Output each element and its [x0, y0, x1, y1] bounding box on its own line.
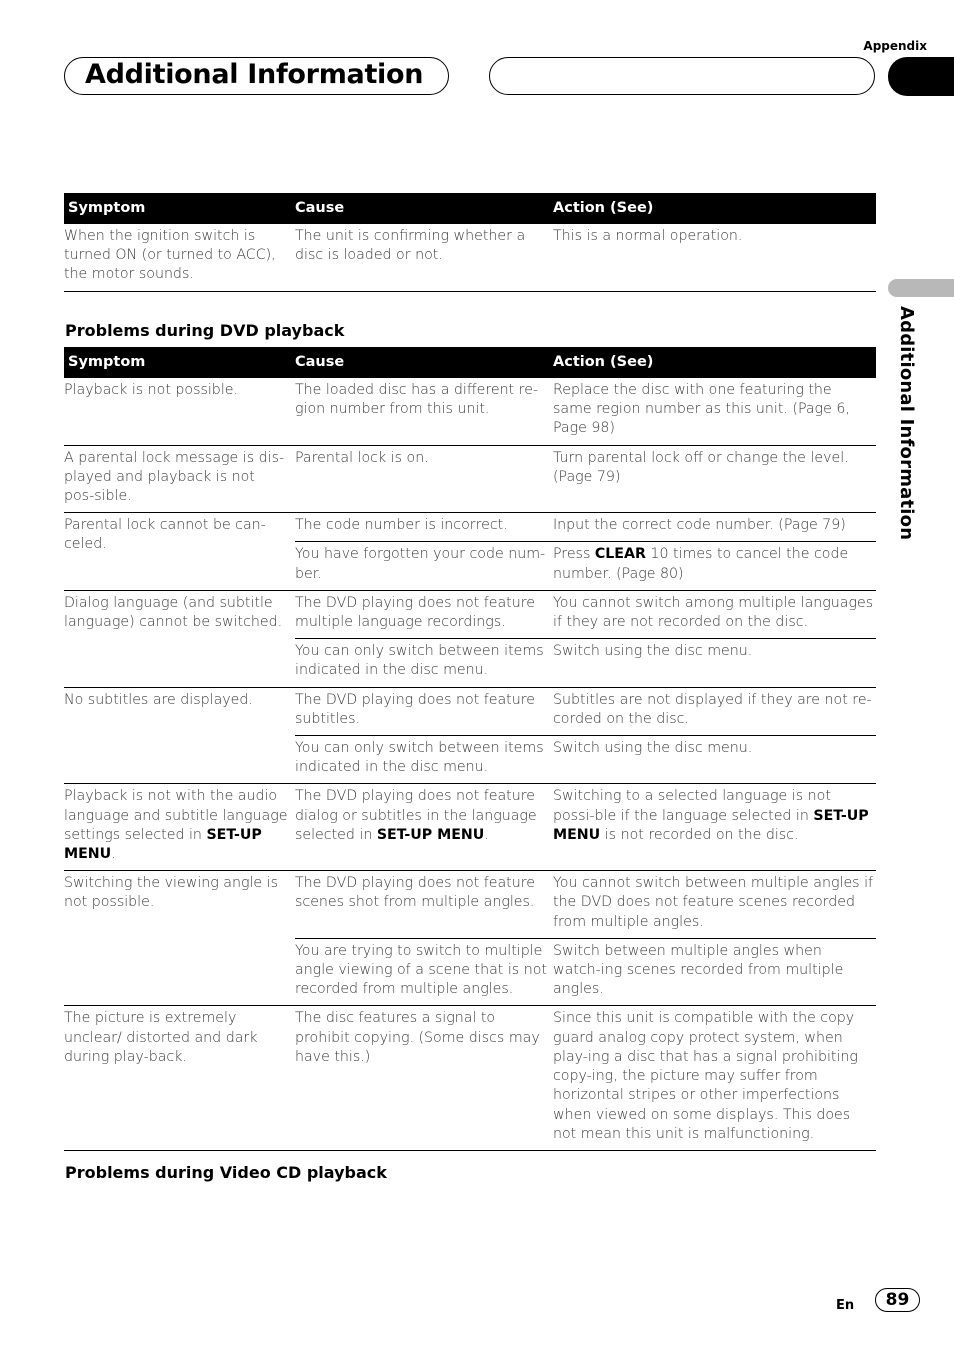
action-text: is not recorded on the disc. [600, 826, 799, 843]
symptom-table-dvd [64, 347, 876, 1151]
table-row [64, 784, 876, 871]
table-row [64, 513, 876, 542]
table-row [64, 871, 876, 939]
action-cell [553, 784, 876, 871]
action-cell: Switch using the disc menu. [553, 639, 876, 687]
cause-cell: The DVD playing does not feature multiple language recordings. [295, 590, 553, 638]
title-pill [64, 57, 449, 95]
symptom-cell [64, 784, 295, 871]
action-text: Switching to a selected language is not possi-ble if the language selected in [553, 788, 831, 824]
action-cell: Replace the disc with one featuring the same region number as this unit. (Page 6, Page 98) [553, 378, 876, 445]
table-row [64, 590, 876, 638]
action-cell: Turn parental lock off or change the level. (Page 79) [553, 445, 876, 513]
action-cell: Switch between multiple angles when watch-ing scenes recorded from multiple angles. [553, 938, 876, 1006]
action-text: Press [553, 546, 595, 563]
action-text: 10 times to cancel the code number. (Page 80) [553, 546, 849, 582]
symptom-text: Playback is not with the audio language and subtitle language settings selected in [64, 788, 288, 843]
symptom-text: . [111, 846, 116, 863]
action-cell: Input the correct code number. (Page 79) [553, 513, 876, 542]
cause-cell: The DVD playing does not feature subtitles. [295, 687, 553, 735]
action-cell: Switch using the disc menu. [553, 736, 876, 784]
symptom-cell: Switching the viewing angle is not possible. [64, 871, 295, 1006]
setup-menu-label: SET-UP MENU [64, 826, 262, 863]
header-right-pill [489, 57, 875, 95]
header-symptom: Symptom [64, 193, 295, 224]
cause-cell: The disc features a signal to prohibit copying. (Some discs may have this.) [295, 1006, 553, 1150]
cause-cell: The loaded disc has a different re-gion number from this unit. [295, 378, 553, 445]
page-number: 89 [875, 1288, 920, 1312]
symptom-table-top [64, 193, 876, 292]
cause-text: The DVD playing does not feature dialog or subtitles in the language selected in [295, 788, 537, 843]
header-action: Action (See) [553, 193, 876, 224]
cause-text: . [484, 826, 489, 843]
action-cell: This is a normal operation. [553, 224, 876, 291]
page-title: Additional Information [85, 59, 424, 90]
table-row [64, 1006, 876, 1150]
cause-cell: The DVD playing does not feature scenes shot from multiple angles. [295, 871, 553, 939]
setup-menu-label: SET-UP MENU [376, 826, 485, 843]
cause-cell: You can only switch between items indicated in the disc menu. [295, 639, 553, 687]
side-tab-marker [888, 279, 954, 297]
table-row [64, 445, 876, 513]
clear-key-label: CLEAR [594, 546, 646, 563]
language-label: En [836, 1298, 855, 1313]
setup-menu-label: SET-UP MENU [553, 807, 869, 843]
header-cause: Cause [295, 193, 553, 224]
symptom-cell: No subtitles are displayed. [64, 687, 295, 784]
symptom-cell: Dialog language (and subtitle language) cannot be switched. [64, 590, 295, 687]
side-section-label: Additional Information [896, 306, 917, 541]
cause-cell: The code number is incorrect. [295, 513, 553, 542]
symptom-cell: Playback is not possible. [64, 378, 295, 445]
table-row [64, 224, 876, 291]
symptom-cell: Parental lock cannot be can-celed. [64, 513, 295, 591]
header-symptom: Symptom [64, 347, 295, 378]
cause-cell: You can only switch between items indicated in the disc menu. [295, 736, 553, 784]
cause-cell: Parental lock is on. [295, 445, 553, 513]
symptom-cell: The picture is extremely unclear/ distorted and dark during play-back. [64, 1006, 295, 1150]
action-cell: Since this unit is compatible with the copy guard analog copy protect system, when play-ing a disc that has a signal prohibiting copy-ing, the picture may suffer from horizontal stripes or other imperfections when viewed on some displays. This does not mean this unit is malfunctioning. [553, 1006, 876, 1150]
table-header-row [64, 193, 876, 224]
symptom-cell: When the ignition switch is turned ON (or turned to ACC), the motor sounds. [64, 224, 295, 291]
action-cell [553, 542, 876, 590]
cause-cell: The unit is confirming whether a disc is loaded or not. [295, 224, 553, 291]
table-header-row [64, 347, 876, 378]
appendix-label: Appendix [863, 39, 927, 53]
symptom-cell: A parental lock message is dis-played and playback is not pos-sible. [64, 445, 295, 513]
action-cell: Subtitles are not displayed if they are not re-corded on the disc. [553, 687, 876, 735]
action-cell: You cannot switch among multiple languages if they are not recorded on the disc. [553, 590, 876, 638]
action-cell: You cannot switch between multiple angles if the DVD does not feature scenes recorded from multiple angles. [553, 871, 876, 939]
header-cause: Cause [295, 347, 553, 378]
cause-cell: You are trying to switch to multiple angle viewing of a scene that is not recorded from multiple angles. [295, 938, 553, 1006]
table-row [64, 687, 876, 735]
header-action: Action (See) [553, 347, 876, 378]
table-row [64, 378, 876, 445]
section-title-vcd: Problems during Video CD playback [65, 1163, 387, 1182]
section-title-dvd: Problems during DVD playback [65, 321, 345, 340]
cause-cell [295, 784, 553, 871]
section-tab [888, 57, 954, 96]
cause-cell: You have forgotten your code num-ber. [295, 542, 553, 590]
